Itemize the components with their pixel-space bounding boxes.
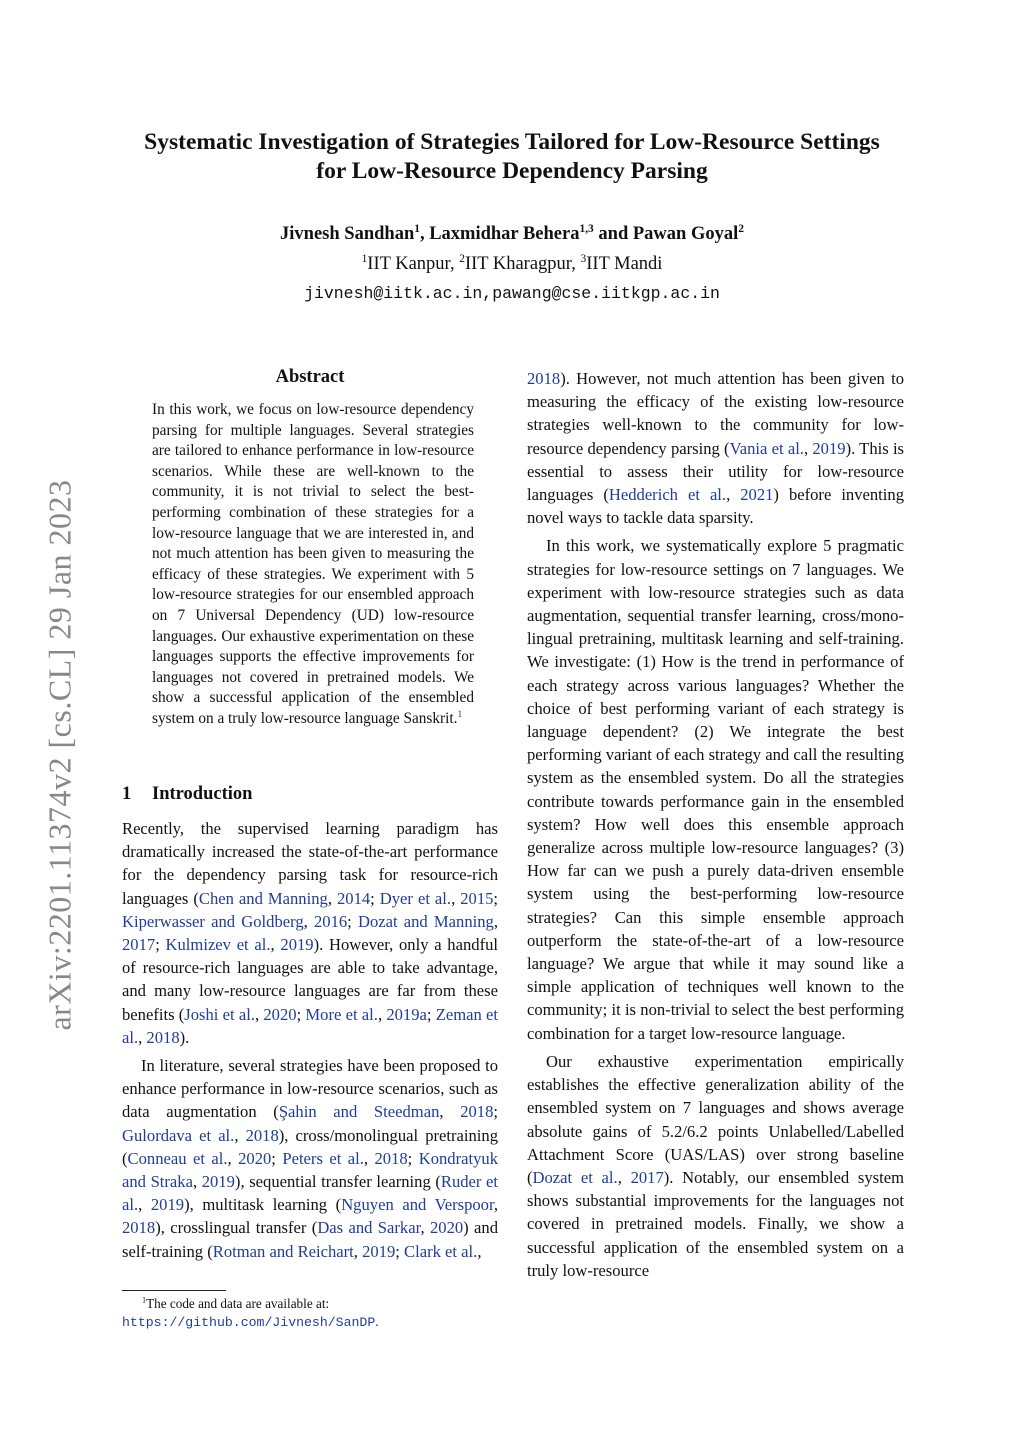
affiliation-name: IIT Mandi [586, 254, 663, 274]
citation-link[interactable]: Dozat et al. [532, 1167, 618, 1187]
body-text: , [270, 935, 281, 955]
paragraph [527, 534, 904, 1044]
citation-link[interactable]: 2016 [313, 911, 348, 931]
affiliation-name: IIT Kharagpur, [464, 254, 581, 274]
body-text: , [377, 1004, 387, 1024]
citation-link[interactable]: 2019 [201, 1172, 235, 1192]
body-text: , [477, 1241, 482, 1261]
affiliations [0, 254, 1024, 275]
body-text: , [363, 1148, 375, 1168]
body-text: ; [493, 888, 499, 908]
body-text: ; [370, 888, 380, 908]
footnote-text: The code and data are available at: [146, 1296, 330, 1311]
affiliation-name: IIT Kanpur, [367, 254, 460, 274]
citation-link[interactable]: 2020 [429, 1218, 464, 1238]
citation-link[interactable]: Rotman and Reichart [212, 1241, 354, 1261]
footnote-link[interactable]: https://github.com/Jivnesh/SanDP [122, 1315, 376, 1330]
body-text: ; [347, 911, 358, 931]
citation-link[interactable]: Das and Sarkar [317, 1218, 421, 1238]
body-text: ; [426, 1004, 436, 1024]
citation-link[interactable]: Ruder et al. [122, 1172, 499, 1215]
citation-link[interactable]: Hedderich et al. [608, 485, 727, 505]
citation-link[interactable]: 2018 [460, 1102, 494, 1122]
body-text: ). [179, 1027, 190, 1047]
abstract-body [152, 400, 474, 730]
citation-link[interactable]: Kiperwasser and Goldberg [122, 911, 304, 931]
footnote-end: . [375, 1314, 379, 1329]
citation-link[interactable]: 2020 [263, 1004, 297, 1024]
section-title: Introduction [152, 784, 253, 804]
section-number: 1 [122, 784, 132, 804]
body-text: , [227, 1148, 239, 1168]
body-text: , [493, 911, 498, 931]
body-text: ; [271, 1148, 283, 1168]
body-text: Our exhaustive experimentation empirically establishes the effective generalization ability of the ensembled system on 7 languages and shows average absolute gains of 5.2/6.2 points Unlabelled/Labelled Attachment Score (UAS/LAS) over strong baseline ( [527, 1051, 904, 1187]
citation-link[interactable]: Vania et al. [729, 438, 804, 458]
author-emails: jivnesh@iitk.ac.in,pawang@cse.iitkgp.ac.in [304, 284, 720, 303]
affiliation-mark: 1 [361, 252, 368, 265]
body-text: ; [155, 935, 166, 955]
footnote-divider [122, 1290, 226, 1291]
author-affiliation-mark: 1 [414, 222, 420, 235]
citation-link[interactable]: Şahin and Steedman [278, 1102, 440, 1122]
citation-link[interactable]: 2019 [150, 1195, 185, 1215]
citation-link[interactable]: Chen and Manning [198, 888, 328, 908]
citation-link[interactable]: Nguyen and Verspoor [341, 1195, 494, 1215]
body-text: ). This is essential to assess their utility for low-resource languages ( [527, 438, 905, 505]
body-text: , [726, 485, 741, 505]
body-text: ), sequential transfer learning ( [234, 1172, 441, 1192]
right-column-body [527, 367, 904, 1282]
footnote [122, 1295, 502, 1332]
author-separator: , [419, 224, 430, 244]
citation-link[interactable]: 2015 [460, 888, 494, 908]
citation-link[interactable]: 2021 [740, 485, 774, 505]
body-text: , [451, 888, 461, 908]
body-text: ), crosslingual transfer ( [155, 1218, 318, 1238]
body-text: ). Notably, our ensembled system shows substantial improvements for the languages not covered in pretrained models. Finally, we show a successful application of the ensembled system on a truly low-resource [527, 1167, 904, 1280]
title-line-2: for Low-Resource Dependency Parsing [316, 158, 708, 184]
citation-link[interactable]: 2018 [374, 1148, 408, 1168]
affiliation-mark: 3 [580, 252, 587, 265]
body-text: ), multitask learning ( [184, 1195, 342, 1215]
citation-link[interactable]: 2020 [238, 1148, 272, 1168]
citation-link[interactable]: 2018 [146, 1027, 180, 1047]
citation-link[interactable]: Dozat and Manning [357, 911, 494, 931]
citation-link[interactable]: 2018 [245, 1125, 279, 1145]
author-list [0, 224, 1024, 245]
arxiv-identifier: arXiv:2201.11374v2 [cs.CL] 29 Jan 2023 [41, 479, 78, 1031]
footnote-mark: 1 [142, 1295, 147, 1305]
body-text: In this work, we systematically explore 5 pragmatic strategies for low-resource settings on 7 languages. We experiment with low-resource strategies such as data augmentation, sequential transfer learning, cross/mono-lingual pretraining, multitask learning and self-training. We investigate: (1) How is the trend in performance of each strategy across various languages? Whether the choice of best performing variant of each strategy is language dependent? (2) We integrate the best performing variant of each strategy and call the resulting system as the ensembled system. Do all the strategies contribute towards performance gain in the ensembled system? How well does this ensemble approach generalize across multiple low-resource languages? (3) How far can we push a purely data-driven ensemble system using the best-performing low-resource strategies? Can this simple ensemble approach outperform the state-of-the-art of a low-resource language? We argue that while it may sound like a simple application of techniques well known to the community; it is non-trivial to select the best performing combination for a target low-resource language. [527, 536, 904, 1043]
body-text: ) before inventing novel ways to tackle data sparsity. [527, 485, 904, 528]
citation-link[interactable]: 2017 [122, 935, 156, 955]
body-text: , [353, 1241, 363, 1261]
citation-link[interactable]: Kondratyuk and Straka [122, 1148, 499, 1192]
body-text: , [803, 438, 813, 458]
citation-link[interactable]: More et al. [305, 1004, 378, 1024]
citation-link[interactable]: 2019 [362, 1241, 396, 1261]
section-heading-introduction [122, 784, 252, 805]
body-text: ). However, not much attention has been given to measuring the efficacy of the existing low-resource strategies well-known to the community for low-resource dependency parsing ( [527, 369, 904, 458]
citation-link[interactable]: Conneau et al. [127, 1148, 228, 1168]
body-text: ; [407, 1148, 419, 1168]
author-name: Jivnesh Sandhan [280, 224, 415, 244]
body-text: ). However, only a handful of resource-rich languages are able to take advantage, and many low-resource languages are far from these benefits ( [122, 935, 498, 1024]
body-text: ), cross/monolingual pretraining ( [122, 1125, 499, 1168]
citation-link[interactable]: Dyer et al. [379, 888, 452, 908]
citation-link[interactable]: 2014 [336, 888, 371, 908]
abstract-text: In this work, we focus on low-resource dependency parsing for multiple languages. Several strategies are tailored to enhance performance in low-resource scenarios. While these are well-known to the community, it is not trivial to select the best-performing combination of these strategies for a low-resource language that we are interested in, and not much attention has been given to measuring the efficacy of these strategies. We experiment with 5 low-resource strategies for our ensembled approach on 7 Universal Dependency (UD) low-resource languages. Our exhaustive experimentation on these languages supports the effective improvements for languages not covered in pretrained models. We show a successful application of the ensembled system on a truly low-resource language Sanskrit. [152, 401, 474, 727]
body-text: ; [395, 1241, 405, 1261]
body-text: , [254, 1004, 264, 1024]
paper-title [0, 128, 1024, 186]
abstract-heading: Abstract [275, 367, 345, 387]
body-text: ; [296, 1004, 306, 1024]
body-text: Recently, the supervised learning paradigm has dramatically increased the state-of-the-art performance for the dependency parsing task for resource-rich languages ( [122, 819, 498, 908]
body-text: , [439, 1102, 461, 1122]
citation-link[interactable]: 2019a [386, 1004, 427, 1024]
paragraph [527, 1050, 904, 1282]
author-name: Pawan Goyal [632, 224, 739, 244]
paragraph [122, 1054, 498, 1263]
author-affiliation-mark: 1,3 [579, 222, 594, 235]
citation-link[interactable]: Kulmizev et al. [165, 935, 271, 955]
affiliation-mark: 2 [459, 252, 465, 265]
left-column-body [122, 817, 498, 1263]
body-text: , [420, 1218, 430, 1238]
citation-link[interactable]: Zeman et al. [122, 1004, 499, 1047]
citation-link[interactable]: 2018 [122, 1218, 156, 1238]
author-name: Laxmidhar Behera [429, 224, 580, 244]
footnote-reference[interactable]: 1 [457, 709, 463, 720]
citation-link[interactable]: Joshi et al. [184, 1004, 255, 1024]
paragraph [527, 367, 904, 529]
body-text: , [192, 1172, 202, 1192]
citation-link[interactable]: 2019 [280, 935, 314, 955]
body-text: In literature, several strategies have been proposed to enhance performance in low-resource scenarios, such as data augmentation ( [122, 1056, 498, 1122]
citation-link[interactable]: Gulordava et al. [122, 1125, 235, 1145]
body-text: ; [493, 1102, 499, 1122]
author-affiliation-mark: 2 [738, 222, 744, 235]
citation-link[interactable]: 2019 [812, 438, 846, 458]
body-text: , [617, 1167, 631, 1187]
body-text: , [327, 888, 337, 908]
body-text: ) and self-training ( [122, 1218, 498, 1261]
title-line-1: Systematic Investigation of Strategies Tailored for Low-Resource Settings [144, 129, 880, 155]
body-text: , [234, 1125, 246, 1145]
paragraph [122, 817, 498, 1049]
citation-link[interactable]: 2017 [630, 1167, 664, 1187]
body-text: , [303, 911, 314, 931]
body-text: , [138, 1195, 151, 1215]
citation-link[interactable]: Clark et al. [404, 1241, 478, 1261]
body-text: , [493, 1195, 498, 1215]
citation-link[interactable]: Peters et al. [282, 1148, 364, 1168]
citation-link[interactable]: 2018 [527, 369, 561, 388]
author-separator: and [593, 224, 633, 244]
body-text: , [138, 1027, 147, 1047]
